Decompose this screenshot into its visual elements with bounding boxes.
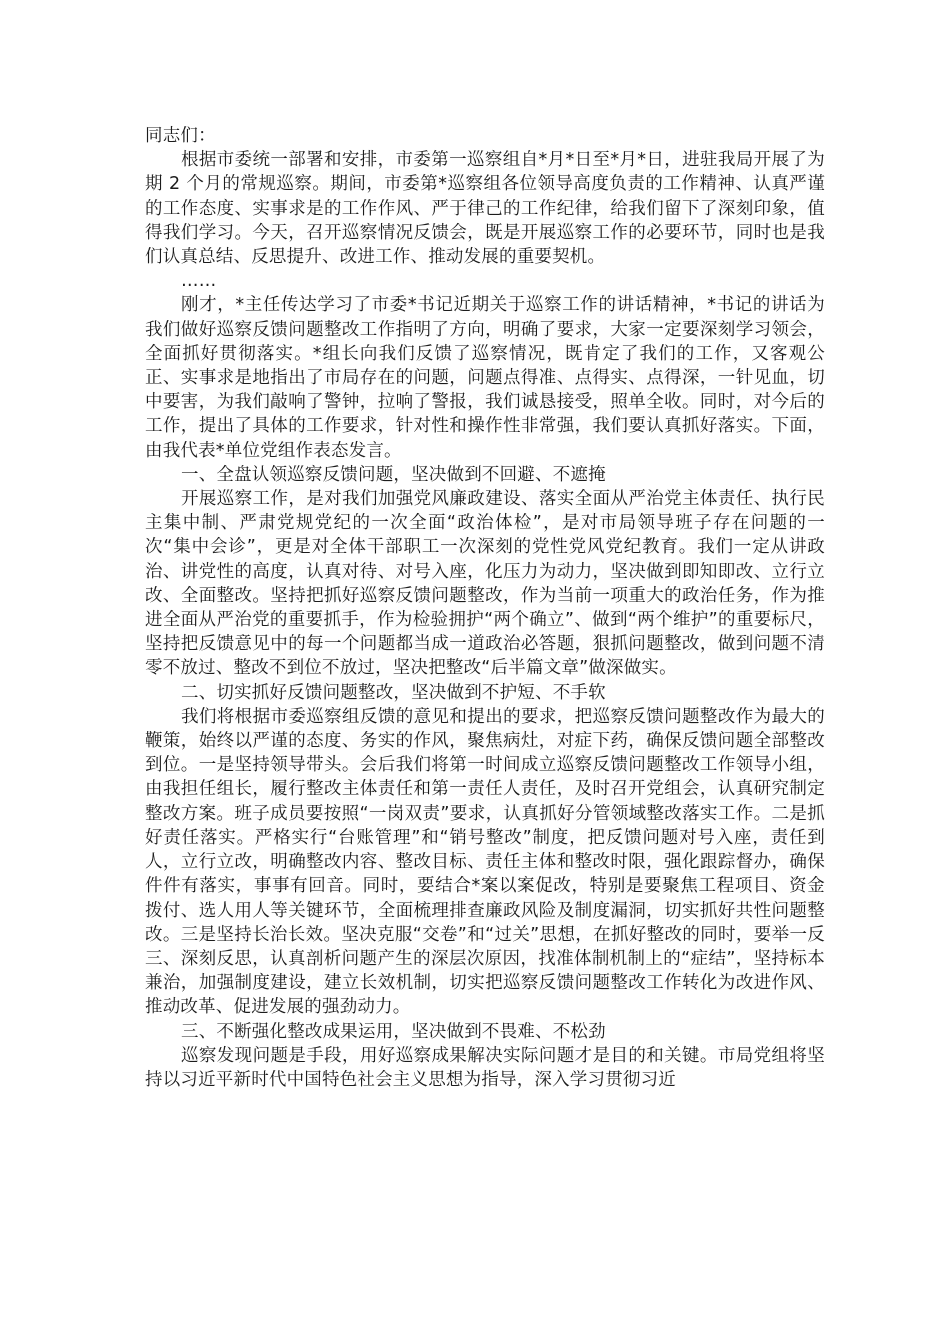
salutation: 同志们： — [145, 126, 216, 146]
paragraph-section-3: 巡察发现问题是手段，用好巡察成果解决实际问题才是目的和关键。市局党组将坚持以习近平新时代中国特色社会主义思想为指导，深入学习贯彻习近 — [145, 1045, 825, 1090]
document-body — [145, 124, 825, 1092]
paragraph-remarks: 刚才，*主任传达学习了市委*书记近期关于巡察工作的讲话精神，*书记的讲话为我们做好巡察反馈问题整改工作指明了方向，明确了要求，大家一定要深刻学习领会，全面抓好贯彻落实。*组长向我们反馈了巡察情况，既肯定了我们的工作，又客观公正、实事求是地指出了市局存在的问题，问题点得准、点得实、点得深，一针见血，切中要害，为我们敲响了警钟，拉响了警报，我们诚恳接受，照单全收。同时，对今后的工作，提出了具体的工作要求，针对性和操作性非常强，我们要认真抓好落实。下面，由我代表*单位党组作表态发言。 — [145, 295, 825, 461]
section-heading-3: 三、不断强化整改成果运用，坚决做到不畏难、不松劲 — [181, 1021, 606, 1042]
paragraph-intro: 根据市委统一部署和安排，市委第一巡察组自*月*日至*月*日，进驻我局开展了为期 2 个月的常规巡察。期间，市委第*巡察组各位领导高度负责的工作精神、认真严谨的工作态度、实事求是的工作作风、严于律己的工作纪律，给我们留下了深刻印象，值得我们学习。今天，召开巡察情况反馈会，既是开展巡察工作的必要环节，同时也是我们认真总结、反思提升、改进工作、推动发展的重要契机。 — [145, 150, 825, 268]
ellipsis-line: …… — [181, 271, 217, 292]
section-heading-2: 二、切实抓好反馈问题整改，坚决做到不护短、不手软 — [181, 682, 606, 703]
paragraph-section-2: 我们将根据市委巡察组反馈的意见和提出的要求，把巡察反馈问题整改作为最大的鞭策，始终以严谨的态度、务实的作风，聚焦病灶，对症下药，确保反馈问题全部整改到位。一是坚持领导带头。会后我们将第一时间成立巡察反馈问题整改工作领导小组，由我担任组长，履行整改主体责任和第一责任人责任，及时召开党组会，认真研究制定整改方案。班子成员要按照“一岗双责”要求，认真抓好分管领域整改落实工作。二是抓好责任落实。严格实行“台账管理”和“销号整改”制度，把反馈问题对号入座，责任到人，立行立改，明确整改内容、整改目标、责任主体和整改时限，强化跟踪督办，确保件件有落实，事事有回音。同时，要结合*案以案促改，特别是要聚焦工程项目、资金拨付、选人用人等关键环节，全面梳理排查廉政风险及制度漏洞，切实抓好共性问题整改。三是坚持长治长效。坚决克服“交卷”和“过关”思想，在抓好整改的同时，要举一反三、深刻反思，认真剖析问题产生的深层次原因，找准体制机制上的“症结”，坚持标本兼治，加强制度建设，建立长效机制，切实把巡察反馈问题整改工作转化为改进作风、推动改革、促进发展的强劲动力。 — [145, 706, 825, 1018]
section-heading-1: 一、全盘认领巡察反馈问题，坚决做到不回避、不遮掩 — [181, 464, 606, 485]
paragraph-section-1: 开展巡察工作，是对我们加强党风廉政建设、落实全面从严治党主体责任、执行民主集中制、严肃党规党纪的一次全面“政治体检”，是对市局领导班子存在问题的一次“集中会诊”，更是对全体干部职工一次深刻的党性党风党纪教育。我们一定从讲政治、讲党性的高度，认真对待、对号入座，化压力为动力，坚决做到即知即改、立行立改、全面整改。坚持把抓好巡察反馈问题整改，作为当前一项重大的政治任务，作为推进全面从严治党的重要抓手，作为检验拥护“两个确立”、做到“两个维护”的重要标尺，坚持把反馈意见中的每一个问题都当成一道政治必答题，狠抓问题整改，做到问题不清零不放过、整改不到位不放过，坚决把整改“后半篇文章”做深做实。 — [145, 489, 825, 679]
